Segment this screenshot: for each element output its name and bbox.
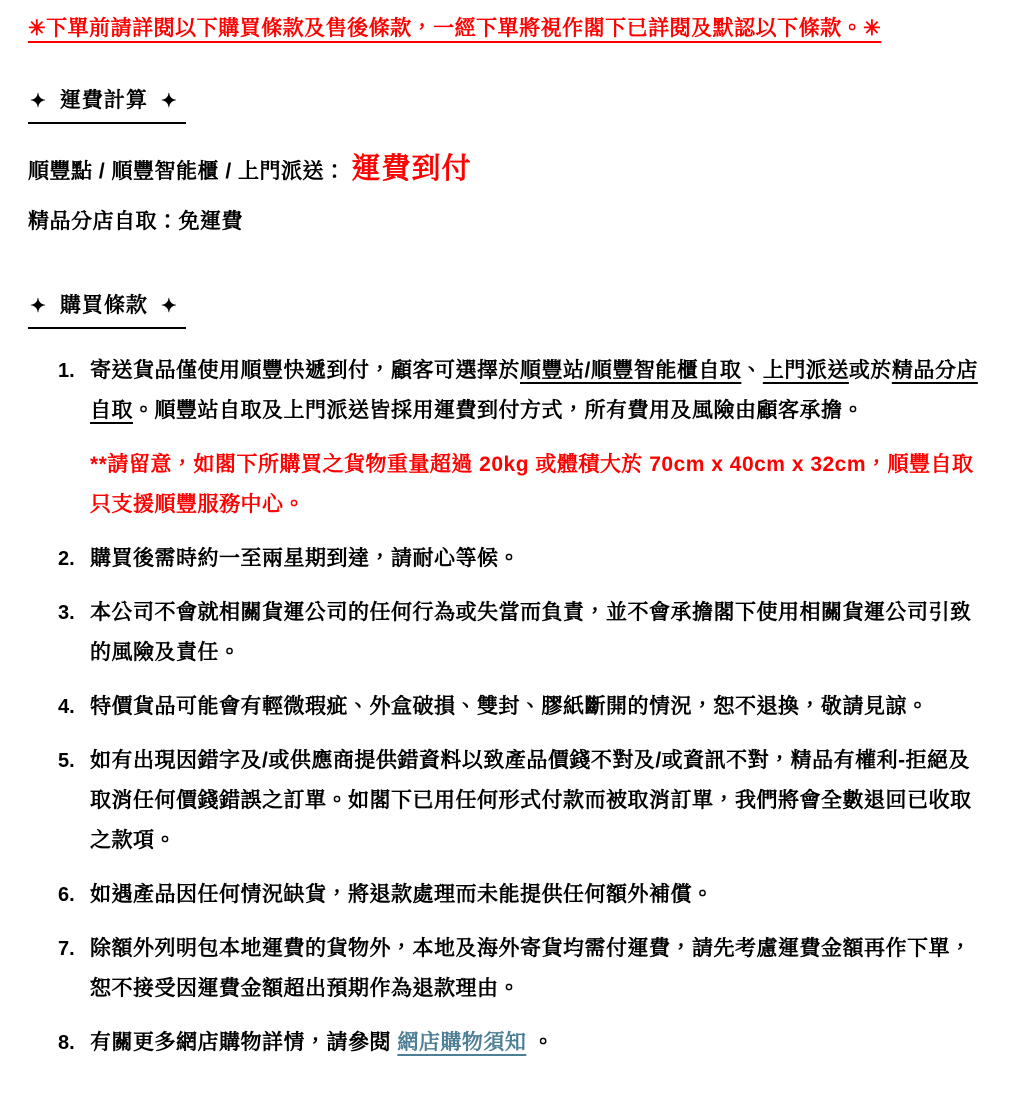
term-text: [90, 1023, 990, 1063]
shipping-fee-section: [28, 44, 996, 243]
term-text: 特價貨品可能會有輕微瑕疵、外盒破損、雙封、膠紙斷開的情況，恕不退換，敬請見諒。: [90, 695, 929, 718]
term-item-1: [58, 351, 996, 431]
store-pickup-line: 精品分店自取：免運費: [28, 210, 243, 233]
term-8-segment: 。: [526, 1031, 555, 1054]
term-text: 本公司不會就相關貨運公司的任何行為或失當而負責，並不會承擔閣下使用相關貨運公司引致的風險及責任。: [90, 601, 972, 664]
term-item-8: [58, 1023, 996, 1063]
term-1-segment: 。順豐站自取及上門派送皆採用運費到付方式，所有費用及風險由顧客承擔。: [133, 399, 864, 422]
shipping-fee-heading: [28, 88, 186, 124]
term-number: 4.: [58, 696, 75, 718]
term-text: 除額外列明包本地運費的貨物外，本地及海外寄貨均需付運費，請先考慮運費金額再作下單，恕不接受因運費金額超出預期作為退款理由。: [90, 937, 972, 1000]
term-number: 7.: [58, 938, 75, 960]
term-number: 1.: [58, 360, 75, 382]
oversize-warning-note: **請留意，如閣下所購買之貨物重量超過 20kg 或體積大於 70cm x 40cm x 32cm，順豐自取只支援順豐服務中心。: [90, 453, 974, 516]
four-pointed-star-icon: ✦: [160, 91, 178, 112]
four-pointed-star-icon: ✦: [160, 296, 178, 317]
four-pointed-star-icon: ✦: [30, 91, 47, 112]
term-text: 如遇產品因任何情況缺貨，將退款處理而未能提供任何額外補償。: [90, 883, 714, 906]
term-1-underlined-store-pickup: 精品分店自取: [90, 359, 978, 422]
term-number: 2.: [58, 548, 75, 570]
term-item-2: [58, 539, 996, 579]
term-8-segment: 有關更多網店購物詳情，請參閱: [90, 1031, 398, 1054]
term-number: 3.: [58, 602, 75, 624]
term-number: 5.: [58, 750, 75, 772]
four-pointed-star-icon: ✦: [30, 296, 47, 317]
purchase-terms-heading: [28, 293, 186, 329]
term-item-7: [58, 929, 996, 1009]
delivery-methods-line: [28, 148, 996, 193]
purchase-terms-section: [28, 243, 996, 1063]
shop-guide-link[interactable]: 網店購物須知: [397, 1031, 527, 1054]
shipping-fee-heading-label: 運費計算: [59, 89, 148, 112]
term-item-3: [58, 593, 996, 673]
term-1-segment: 或於: [848, 359, 892, 382]
term-text: [90, 351, 990, 431]
term-number: 8.: [58, 1032, 75, 1054]
term-number: 6.: [58, 884, 75, 906]
term-item-6: [58, 875, 996, 915]
term-text: 購買後需時約一至兩星期到達，請耐心等候。: [90, 547, 520, 570]
terms-list: [28, 351, 996, 1063]
term-1-segment: 、: [741, 359, 763, 382]
delivery-methods-label: 順豐點 / 順豐智能櫃 / 上門派送：: [28, 160, 346, 183]
term-1-underlined-pickup-options: 順豐站/順豐智能櫃自取: [520, 359, 742, 382]
term-item-4: [58, 687, 996, 727]
term-item-5: [58, 741, 996, 861]
purchase-terms-heading-label: 購買條款: [59, 294, 148, 317]
term-1-segment: 寄送貨品僅使用順豐快遞到付，顧客可選擇於: [90, 359, 520, 382]
term-1-underlined-home-delivery: 上門派送: [762, 359, 849, 382]
pre-order-notice: ✳下單前請詳閱以下購買條款及售後條款，一經下單將視作閣下已詳閱及默認以下條款。✳: [28, 17, 882, 40]
term-text: 如有出現因錯字及/或供應商提供錯資料以致產品價錢不對及/或資訊不對，精品有權利-拒絕及取消任何價錢錯誤之訂單。如閣下已用任何形式付款而被取消訂單，我們將會全數退回已收取之款項。: [90, 749, 972, 852]
cod-highlight: 運費到付: [351, 153, 472, 185]
